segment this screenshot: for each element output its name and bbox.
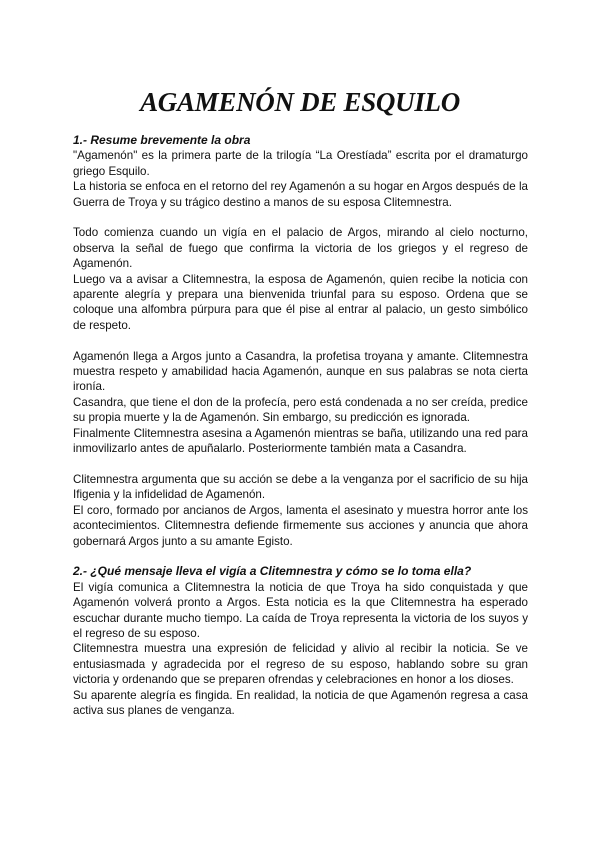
paragraph: Clitemnestra muestra una expresión de felicidad y alivio al recibir la noticia. Se ve entusiasmada y agradecida por el regreso de su esposo, hablando sobre su gran victoria y ordenando que se preparen ofrendas y celebraciones en honor a los dioses. xyxy=(73,642,528,687)
paragraph: Casandra, que tiene el don de la profecía, pero está condenada a no ser creída, predice su propia muerte y la de Agamenón. Sin embargo, su predicción es ignorada. xyxy=(73,395,528,425)
paragraph: Agamenón llega a Argos junto a Casandra, la profetisa troyana y amante. Clitemnestra muestra respeto y amabilidad hacia Agamenón, aunque en sus palabras se nota cierta ironía. xyxy=(73,349,528,394)
paragraph-spacer xyxy=(73,333,528,348)
document-body xyxy=(73,133,528,718)
paragraph: Su aparente alegría es fingida. En realidad, la noticia de que Agamenón regresa a casa activa sus planes de venganza. xyxy=(73,688,528,717)
page-title: AGAMENÓN DE ESQUILO xyxy=(140,87,460,117)
paragraph-spacer xyxy=(73,210,528,225)
paragraph-spacer xyxy=(73,549,528,564)
paragraph: Todo comienza cuando un vigía en el palacio de Argos, mirando al cielo nocturno, observa la señal de fuego que confirma la victoria de los griegos y el regreso de Agamenón. xyxy=(73,226,528,271)
paragraph: "Agamenón" es la primera parte de la trilogía “La Orestíada” escrita por el dramaturgo griego Esquilo. xyxy=(73,149,528,178)
section-heading-1: 1.- Resume brevemente la obra xyxy=(73,133,251,147)
paragraph: Luego va a avisar a Clitemnestra, la esposa de Agamenón, quien recibe la noticia con aparente alegría y prepara una bienvenida triunfal para su esposo. Ordena que se coloque una alfombra púrpura para que él pise al entrar al palacio, un gesto simbólico de respeto. xyxy=(73,272,528,332)
paragraph: Clitemnestra argumenta que su acción se debe a la venganza por el sacrificio de su hija Ifigenia y la infidelidad de Agamenón. xyxy=(73,472,528,502)
paragraph: Finalmente Clitemnestra asesina a Agamenón mientras se baña, utilizando una red para inmovilizarlo antes de apuñalarlo. Posteriormente también mata a Casandra. xyxy=(73,426,528,456)
paragraph: El coro, formado por ancianos de Argos, lamenta el asesinato y muestra horror ante los acontecimientos. Clitemnestra defiende firmemente sus acciones y anuncia que ahora gobernará Argos junto a su amante Egisto. xyxy=(73,503,528,548)
section-heading-2: 2.- ¿Qué mensaje lleva el vigía a Clitemnestra y cómo se lo toma ella? xyxy=(73,564,472,579)
paragraph: La historia se enfoca en el retorno del rey Agamenón a su hogar en Argos después de la Guerra de Troya y su trágico destino a manos de su esposa Clitemnestra. xyxy=(73,180,528,209)
paragraph: El vigía comunica a Clitemnestra la noticia de que Troya ha sido conquistada y que Agamenón volverá pronto a Argos. Esta noticia es la que Clitemnestra ha esperado escuchar durante mucho tiempo. La caída de Troya representa la victoria de los suyos y el regreso de su esposo. xyxy=(73,580,528,640)
paragraph-spacer xyxy=(73,457,528,472)
